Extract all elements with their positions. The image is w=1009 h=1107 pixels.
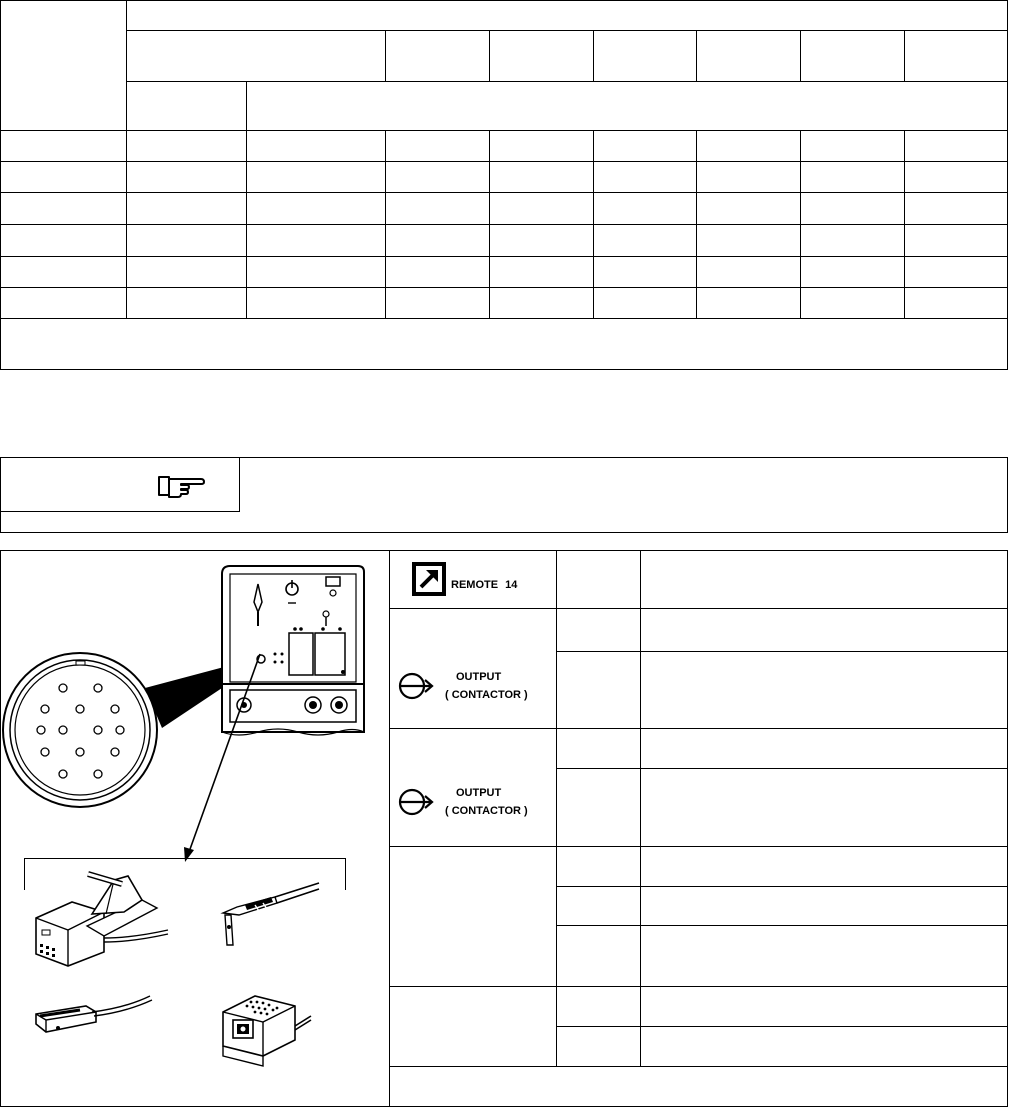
table-rule (593, 30, 594, 81)
table-rule (556, 768, 1008, 769)
table-rule (389, 1066, 1008, 1067)
table-rule (556, 1026, 1008, 1027)
remote-arrow-box-icon (412, 562, 446, 596)
torch-finger-control-icon (215, 875, 325, 955)
remote-14-label: REMOTE 14 (451, 579, 518, 591)
table-rule (246, 81, 247, 318)
output-label: OUTPUT (456, 787, 502, 799)
foot-control-stand-icon (32, 868, 172, 968)
output-arrow-circle-icon (398, 670, 438, 702)
hand-control-box-icon (215, 990, 315, 1070)
accessory-bracket (345, 858, 346, 890)
table-rule (389, 728, 1008, 729)
table-rule (556, 925, 1008, 926)
table-rule (0, 130, 1008, 131)
accessory-bracket (24, 858, 25, 890)
table-rule (0, 256, 1008, 257)
table-rule (800, 30, 801, 81)
table-rule (385, 30, 386, 81)
pointing-hand-icon (157, 475, 205, 499)
accessory-bracket (24, 858, 346, 859)
table-rule (0, 287, 1008, 288)
table-rule (126, 30, 1008, 31)
output-label: OUTPUT (456, 671, 502, 683)
contactor-label: ( CONTACTOR ) (445, 805, 528, 817)
section-divider (389, 550, 390, 1107)
table-rule (556, 550, 557, 1066)
table-rule (489, 30, 490, 81)
table-rule (0, 192, 1008, 193)
pointer-arrow (180, 650, 260, 865)
contactor-label: ( CONTACTOR ) (445, 689, 528, 701)
table-rule (389, 986, 1008, 987)
table-rule (696, 30, 697, 81)
output-arrow-circle-icon (398, 786, 438, 818)
table-rule (0, 318, 1008, 319)
foot-pedal-icon (30, 990, 160, 1050)
table-rule (389, 608, 1008, 609)
table-rule (389, 846, 1008, 847)
spec-table (0, 0, 1008, 370)
table-rule (640, 550, 641, 1066)
table-rule (904, 30, 905, 81)
table-rule (556, 886, 1008, 887)
table-rule (126, 0, 127, 318)
table-rule (126, 81, 1008, 82)
table-rule (556, 651, 1008, 652)
table-rule (0, 224, 1008, 225)
table-rule (0, 161, 1008, 162)
